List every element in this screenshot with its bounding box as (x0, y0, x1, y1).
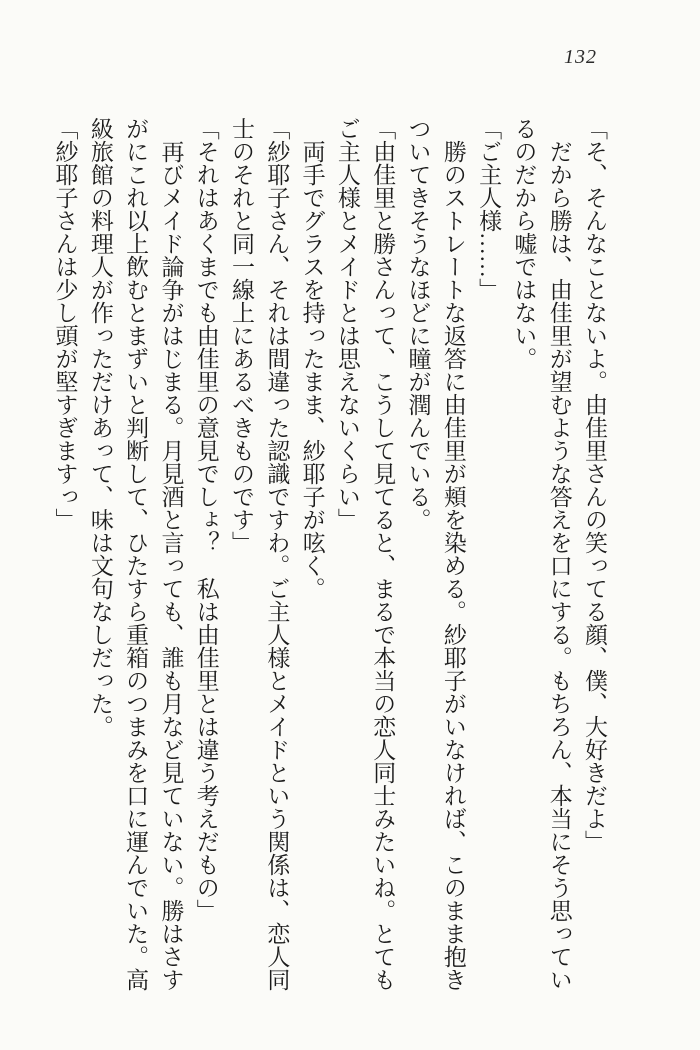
paragraph-dialogue: 「紗耶子さん、それは間違った認識ですわ。ご主人様とメイドという関係は、恋人同士のそれと同一線上にあるべきものです」 (229, 117, 290, 991)
paragraph-narrative: 両手でグラスを持ったまま、紗耶子が呟く。 (299, 140, 325, 600)
paragraph-narrative: 勝のストレートな返答に由佳里が頬を染める。紗耶子がいなければ、このまま抱きついてきそうなほどに瞳が潤んでいる。 (405, 117, 466, 991)
text-block (47, 117, 612, 993)
page-number: 132 (564, 46, 597, 68)
paragraph-dialogue: 「ご主人様……」 (476, 117, 502, 301)
paragraph-narrative: だから勝は、由佳里が望むような答えを口にする。もちろん、本当にそう思っているのだから嘘ではない。 (511, 117, 572, 991)
paragraph-dialogue: 「由佳里と勝さんって、こうして見てると、まるで本当の恋人同士みたいね。とてもご主人様とメイドとは思えないくらい」 (334, 117, 396, 991)
paragraph-narrative: 再びメイド論争がはじまる。月見酒と言っても、誰も月など見ていない。勝はさすがにこれ以上飲むとまずいと判断して、ひたすら重箱のつまみを口に運んでいた。高級旅館の料理人が作っただけあって、味は文句なしだった。 (87, 117, 184, 991)
paragraph-dialogue: 「紗耶子さんは少し頭が堅すぎますっ」 (52, 117, 78, 531)
paragraph-dialogue: 「そ、そんなことないよ。由佳里さんの笑ってる顔、僕、大好きだよ」 (582, 117, 607, 853)
paragraph-dialogue: 「それはあくまでも由佳里の意見でしょ？ 私は由佳里とは違う考えだもの」 (193, 117, 219, 922)
